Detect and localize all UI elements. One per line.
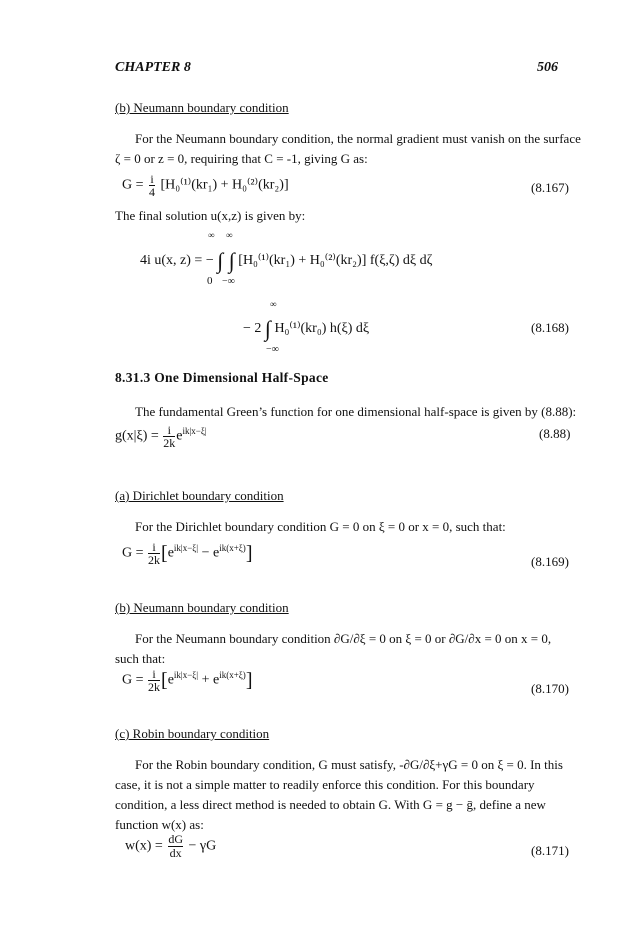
eq-lhs: G = [122, 177, 144, 193]
equation-8-168-line-2 [243, 316, 369, 342]
chapter-header: CHAPTER 8 [115, 60, 191, 75]
eq-operator: + e [201, 672, 220, 688]
exp-base: e [167, 672, 174, 688]
integral-upper-limit: ∞ [270, 299, 277, 309]
equation-number: (8.170) [531, 681, 569, 696]
eq-fraction [148, 541, 160, 566]
paragraph-line: ζ = 0 or z = 0, requiring that C = -1, giving G as: [115, 151, 368, 166]
paragraph-line: For the Robin boundary condition, G must satisfy, -∂G/∂ξ+γG = 0 on ξ = 0. In this [135, 757, 563, 772]
equation-8-171 [125, 833, 216, 860]
equation-number: (8.167) [531, 180, 569, 195]
integral-sign: ∫ [264, 316, 271, 341]
exponent: ik(x+ξ) [219, 670, 246, 681]
paragraph-line: For the Neumann boundary condition, the normal gradient must vanish on the surface [135, 131, 581, 146]
integral-upper-limit: ∞ [226, 230, 233, 240]
exponent: ik|x−ξ| [182, 426, 207, 437]
bracket: ] [245, 669, 253, 692]
fraction-numerator: dG [168, 832, 184, 846]
eq-fraction [168, 833, 183, 860]
subsection-title-neumann: (b) Neumann boundary condition [115, 100, 289, 115]
eq-fraction [149, 173, 155, 198]
exponent: ik(x+ξ) [219, 543, 246, 554]
paragraph-line: function w(x) as: [115, 817, 204, 832]
paragraph-line: The final solution u(x,z) is given by: [115, 208, 306, 223]
page-number: 506 [537, 60, 558, 75]
integral-lower-limit: 0 [207, 275, 213, 287]
section-title: 8.31.3 One Dimensional Half-Space [115, 370, 329, 385]
paragraph-line: condition, a less direct method is needed to obtain G. With G = g − ḡ, define a new [115, 797, 546, 812]
fraction-denominator: 2k [148, 553, 161, 567]
eq-body: H₀⁽¹⁾(kr₀) h(ξ) dξ [274, 321, 370, 336]
bracket: [ [161, 542, 168, 565]
fraction-numerator: i [148, 541, 160, 554]
paragraph-line: The fundamental Green’s function for one dimensional half-space is given by (8.88): [135, 404, 577, 419]
integral-lower-limit: −∞ [266, 344, 279, 355]
eq-lhs: − 2 [243, 321, 262, 336]
equation-number: (8.88) [539, 426, 571, 441]
equation-8-170 [122, 668, 252, 693]
eq-fraction [163, 424, 175, 449]
eq-lhs: g(x|ξ) = [115, 428, 159, 444]
eq-body: [H₀⁽¹⁾(kr₁) + H₀⁽²⁾(kr₂)] f(ξ,ζ) dξ dζ [238, 253, 433, 268]
paragraph-line: For the Dirichlet boundary condition G = 0 on ξ = 0 or x = 0, such that: [135, 519, 506, 534]
fraction-numerator: i [150, 172, 154, 186]
eq-lhs: G = [122, 672, 144, 688]
fraction-numerator: i [148, 668, 160, 681]
equation-8-88 [115, 424, 207, 449]
fraction-denominator: 2k [163, 436, 176, 450]
exponent: ik|x−ξ| [173, 543, 199, 554]
bracket: [ [161, 669, 168, 692]
subsection-title-robin: (c) Robin boundary condition [115, 726, 270, 741]
exp-base: e [176, 428, 183, 444]
eq-lhs: G = [122, 545, 144, 561]
equation-8-167 [122, 173, 289, 198]
eq-lhs: w(x) = [125, 838, 163, 854]
integral-lower-limit: −∞ [222, 276, 235, 287]
fraction-numerator: i [163, 424, 175, 437]
eq-body: [H₀⁽¹⁾(kr₁) + H₀⁽²⁾(kr₂)] [160, 177, 289, 193]
eq-lhs: 4i u(x, z) = − [140, 253, 214, 268]
subsection-title-neumann: (b) Neumann boundary condition [115, 600, 289, 615]
equation-number: (8.169) [531, 554, 569, 569]
eq-operator: − e [201, 545, 220, 561]
integral-upper-limit: ∞ [208, 230, 215, 240]
equation-number: (8.168) [531, 320, 569, 335]
equation-8-169 [122, 541, 252, 566]
fraction-denominator: 4 [149, 185, 156, 199]
exp-base: e [167, 545, 174, 561]
eq-rhs: − γG [188, 838, 217, 854]
paragraph-line: For the Neumann boundary condition ∂G/∂ξ = 0 on ξ = 0 or ∂G/∂x = 0 on x = 0, [135, 631, 552, 646]
fraction-denominator: dx [169, 846, 182, 860]
fraction-denominator: 2k [148, 680, 161, 694]
exponent: ik|x−ξ| [173, 670, 199, 681]
paragraph-line: case, it is not a simple matter to readily enforce this condition. For this boundary [115, 777, 535, 792]
equation-number: (8.171) [531, 843, 569, 858]
paragraph-line: such that: [115, 651, 166, 666]
equation-8-168-line-1 [140, 248, 432, 274]
integral-sign: ∫ ∫ [217, 248, 235, 273]
eq-fraction [148, 668, 160, 693]
bracket: ] [245, 542, 253, 565]
subsection-title-dirichlet: (a) Dirichlet boundary condition [115, 488, 284, 503]
